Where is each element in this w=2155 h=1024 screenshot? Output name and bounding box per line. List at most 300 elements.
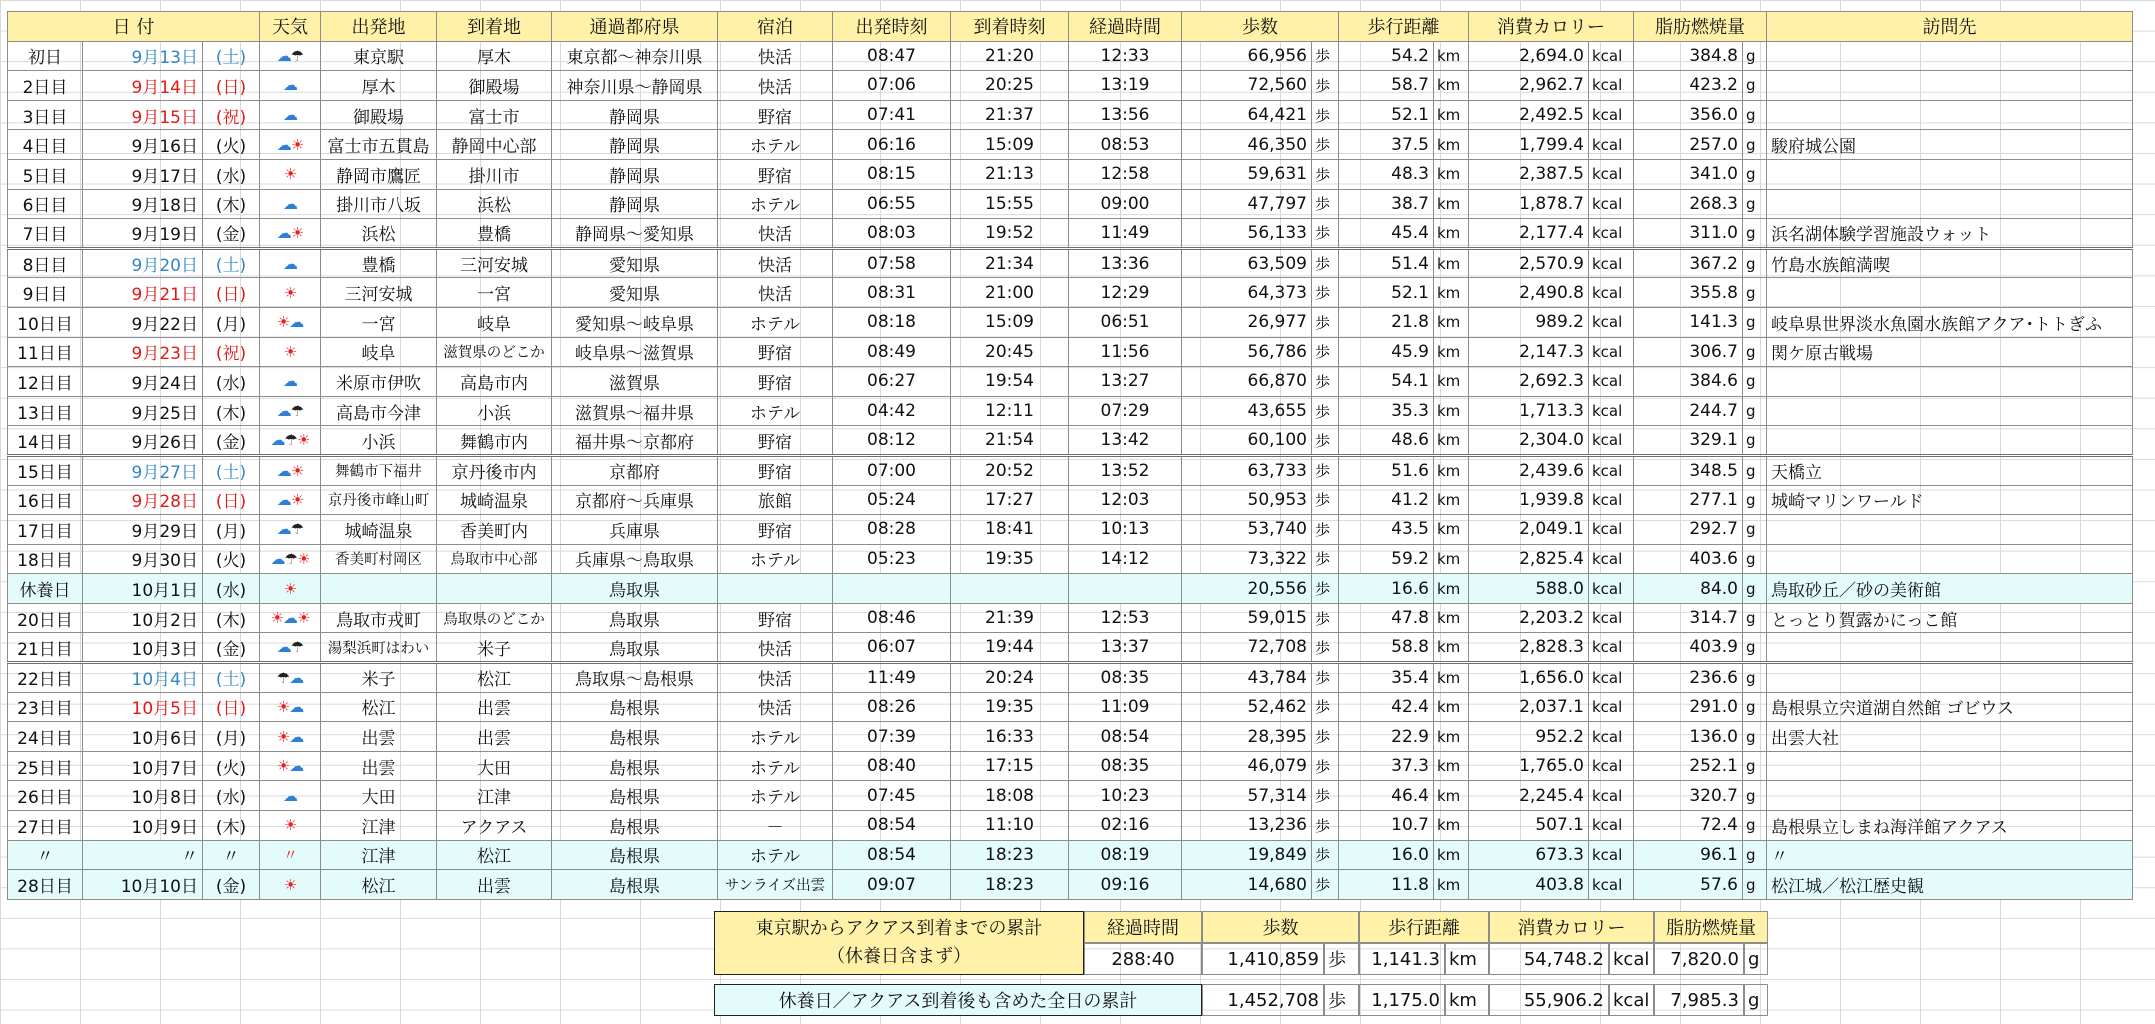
fat-cell[interactable]: 356.0 xyxy=(1634,100,1743,130)
arrival-cell[interactable]: 21:00 xyxy=(951,278,1069,308)
calories-unit[interactable]: kcal xyxy=(1589,248,1634,278)
prefecture-cell[interactable]: 東京都～神奈川県 xyxy=(552,41,718,71)
day-cell[interactable]: 28日目 xyxy=(8,870,83,900)
stay-cell[interactable]: ホテル xyxy=(718,396,833,426)
steps-unit[interactable]: 歩 xyxy=(1312,692,1339,722)
from-cell[interactable]: 三河安城 xyxy=(321,278,437,308)
date-cell[interactable]: 10月3日 xyxy=(83,633,203,663)
departure-cell[interactable]: 08:15 xyxy=(833,159,951,189)
fat-cell[interactable]: 268.3 xyxy=(1634,189,1743,219)
weather-cell[interactable] xyxy=(260,751,321,781)
from-cell[interactable]: 香美町村岡区 xyxy=(321,544,437,574)
departure-cell[interactable]: 08:40 xyxy=(833,751,951,781)
prefecture-cell[interactable]: 静岡県 xyxy=(552,159,718,189)
departure-cell[interactable]: 08:28 xyxy=(833,515,951,545)
distance-cell[interactable]: 35.3 xyxy=(1339,396,1434,426)
arrival-cell[interactable]: 20:45 xyxy=(951,337,1069,367)
visit-cell[interactable] xyxy=(1767,396,2133,426)
weekday-cell[interactable]: (祝) xyxy=(203,337,260,367)
day-cell[interactable]: 初日 xyxy=(8,41,83,71)
fat-unit[interactable]: g xyxy=(1743,722,1767,752)
distance-unit[interactable]: km xyxy=(1434,219,1469,249)
visit-cell[interactable] xyxy=(1767,751,2133,781)
total-steps[interactable]: 1,452,708 xyxy=(1202,984,1324,1016)
calories-unit[interactable]: kcal xyxy=(1589,71,1634,101)
weather-cell[interactable] xyxy=(260,248,321,278)
prefecture-cell[interactable]: 京都府 xyxy=(552,455,718,485)
header-calories[interactable]: 消費カロリー xyxy=(1469,12,1634,42)
distance-unit[interactable]: km xyxy=(1434,870,1469,900)
distance-cell[interactable]: 43.5 xyxy=(1339,515,1434,545)
header-departure[interactable]: 出発時刻 xyxy=(833,12,951,42)
weather-cell[interactable] xyxy=(260,574,321,604)
departure-cell[interactable] xyxy=(833,574,951,604)
steps-unit[interactable]: 歩 xyxy=(1312,71,1339,101)
calories-cell[interactable]: 507.1 xyxy=(1469,811,1589,841)
elapsed-cell[interactable]: 11:56 xyxy=(1069,337,1182,367)
distance-cell[interactable]: 22.9 xyxy=(1339,722,1434,752)
steps-cell[interactable]: 43,784 xyxy=(1182,663,1312,693)
visit-cell[interactable]: 〃 xyxy=(1767,840,2133,870)
prefecture-cell[interactable]: 鳥取県 xyxy=(552,633,718,663)
day-cell[interactable]: 〃 xyxy=(8,840,83,870)
steps-unit[interactable]: 歩 xyxy=(1312,544,1339,574)
elapsed-cell[interactable]: 12:33 xyxy=(1069,41,1182,71)
distance-cell[interactable]: 10.7 xyxy=(1339,811,1434,841)
prefecture-cell[interactable]: 鳥取県～島根県 xyxy=(552,663,718,693)
weekday-cell[interactable]: (土) xyxy=(203,663,260,693)
weekday-cell[interactable]: (木) xyxy=(203,189,260,219)
prefecture-cell[interactable]: 島根県 xyxy=(552,870,718,900)
calories-unit[interactable]: kcal xyxy=(1589,781,1634,811)
weather-cell[interactable] xyxy=(260,870,321,900)
elapsed-cell[interactable]: 13:56 xyxy=(1069,100,1182,130)
departure-cell[interactable]: 06:16 xyxy=(833,130,951,160)
visit-cell[interactable]: 駿府城公園 xyxy=(1767,130,2133,160)
fat-cell[interactable]: 291.0 xyxy=(1634,692,1743,722)
from-cell[interactable]: 出雲 xyxy=(321,751,437,781)
steps-cell[interactable]: 63,509 xyxy=(1182,248,1312,278)
weekday-cell[interactable]: (金) xyxy=(203,426,260,456)
calories-unit[interactable]: kcal xyxy=(1589,159,1634,189)
date-cell[interactable]: 10月7日 xyxy=(83,751,203,781)
from-cell[interactable]: 湯梨浜町はわい xyxy=(321,633,437,663)
to-cell[interactable]: 松江 xyxy=(437,663,552,693)
weather-cell[interactable] xyxy=(260,722,321,752)
arrival-cell[interactable]: 19:54 xyxy=(951,367,1069,397)
to-cell[interactable]: 鳥取県のどこか xyxy=(437,603,552,633)
weekday-cell[interactable]: (土) xyxy=(203,248,260,278)
calories-cell[interactable]: 2,037.1 xyxy=(1469,692,1589,722)
date-cell[interactable]: 9月13日 xyxy=(83,41,203,71)
calories-unit[interactable]: kcal xyxy=(1589,219,1634,249)
distance-unit[interactable]: km xyxy=(1434,515,1469,545)
calories-cell[interactable]: 952.2 xyxy=(1469,722,1589,752)
stay-cell[interactable]: 野宿 xyxy=(718,515,833,545)
departure-cell[interactable]: 08:47 xyxy=(833,41,951,71)
distance-unit[interactable]: km xyxy=(1434,189,1469,219)
steps-cell[interactable]: 52,462 xyxy=(1182,692,1312,722)
calories-cell[interactable]: 403.8 xyxy=(1469,870,1589,900)
date-cell[interactable]: 9月28日 xyxy=(83,485,203,515)
date-cell[interactable]: 9月16日 xyxy=(83,130,203,160)
weather-cell[interactable] xyxy=(260,71,321,101)
arrival-cell[interactable]: 21:37 xyxy=(951,100,1069,130)
fat-cell[interactable]: 306.7 xyxy=(1634,337,1743,367)
steps-cell[interactable]: 72,708 xyxy=(1182,633,1312,663)
arrival-cell[interactable]: 19:35 xyxy=(951,544,1069,574)
steps-unit[interactable]: 歩 xyxy=(1312,426,1339,456)
fat-cell[interactable]: 96.1 xyxy=(1634,840,1743,870)
date-cell[interactable]: 9月15日 xyxy=(83,100,203,130)
departure-cell[interactable]: 05:23 xyxy=(833,544,951,574)
arrival-cell[interactable]: 19:52 xyxy=(951,219,1069,249)
fat-unit[interactable]: g xyxy=(1743,692,1767,722)
distance-unit[interactable]: km xyxy=(1434,633,1469,663)
date-cell[interactable]: 10月9日 xyxy=(83,811,203,841)
summary-header-distance[interactable]: 歩行距離 xyxy=(1359,911,1489,943)
date-cell[interactable]: 10月10日 xyxy=(83,870,203,900)
fat-unit[interactable]: g xyxy=(1743,574,1767,604)
steps-unit[interactable]: 歩 xyxy=(1312,159,1339,189)
distance-unit[interactable]: km xyxy=(1434,663,1469,693)
departure-cell[interactable]: 09:07 xyxy=(833,870,951,900)
from-cell[interactable]: 出雲 xyxy=(321,722,437,752)
weekday-cell[interactable]: (火) xyxy=(203,130,260,160)
prefecture-cell[interactable]: 静岡県 xyxy=(552,130,718,160)
steps-unit[interactable]: 歩 xyxy=(1312,278,1339,308)
elapsed-cell[interactable]: 14:12 xyxy=(1069,544,1182,574)
calories-cell[interactable]: 588.0 xyxy=(1469,574,1589,604)
elapsed-cell[interactable]: 13:36 xyxy=(1069,248,1182,278)
steps-cell[interactable]: 66,870 xyxy=(1182,367,1312,397)
header-steps[interactable]: 歩数 xyxy=(1182,12,1339,42)
date-cell[interactable]: 9月25日 xyxy=(83,396,203,426)
prefecture-cell[interactable]: 静岡県～愛知県 xyxy=(552,219,718,249)
from-cell[interactable]: 江津 xyxy=(321,840,437,870)
from-cell[interactable]: 高島市今津 xyxy=(321,396,437,426)
day-cell[interactable]: 18日目 xyxy=(8,544,83,574)
elapsed-cell[interactable]: 08:35 xyxy=(1069,663,1182,693)
to-cell[interactable]: 豊橋 xyxy=(437,219,552,249)
steps-cell[interactable]: 20,556 xyxy=(1182,574,1312,604)
visit-cell[interactable]: 竹島水族館満喫 xyxy=(1767,248,2133,278)
steps-unit[interactable]: 歩 xyxy=(1312,307,1339,337)
calories-unit[interactable]: kcal xyxy=(1589,307,1634,337)
distance-cell[interactable]: 37.5 xyxy=(1339,130,1434,160)
weekday-cell[interactable]: (金) xyxy=(203,219,260,249)
header-date[interactable]: 日 付 xyxy=(8,12,260,42)
visit-cell[interactable] xyxy=(1767,544,2133,574)
fat-cell[interactable]: 244.7 xyxy=(1634,396,1743,426)
arrival-cell[interactable]: 12:11 xyxy=(951,396,1069,426)
arrival-cell[interactable] xyxy=(951,574,1069,604)
date-cell[interactable]: 9月24日 xyxy=(83,367,203,397)
prefecture-cell[interactable]: 滋賀県 xyxy=(552,367,718,397)
fat-unit[interactable]: g xyxy=(1743,515,1767,545)
header-from[interactable]: 出発地 xyxy=(321,12,437,42)
from-cell[interactable]: 城崎温泉 xyxy=(321,515,437,545)
fat-cell[interactable]: 384.6 xyxy=(1634,367,1743,397)
fat-cell[interactable]: 384.8 xyxy=(1634,41,1743,71)
calories-unit[interactable]: kcal xyxy=(1589,130,1634,160)
steps-unit[interactable]: 歩 xyxy=(1312,248,1339,278)
steps-unit[interactable]: 歩 xyxy=(1312,130,1339,160)
fat-cell[interactable]: 277.1 xyxy=(1634,485,1743,515)
departure-cell[interactable]: 07:00 xyxy=(833,455,951,485)
day-cell[interactable]: 22日目 xyxy=(8,663,83,693)
weather-cell[interactable] xyxy=(260,692,321,722)
to-cell[interactable]: 出雲 xyxy=(437,692,552,722)
weather-cell[interactable] xyxy=(260,159,321,189)
day-cell[interactable]: 17日目 xyxy=(8,515,83,545)
day-cell[interactable]: 27日目 xyxy=(8,811,83,841)
fat-cell[interactable]: 403.9 xyxy=(1634,633,1743,663)
date-cell[interactable]: 10月8日 xyxy=(83,781,203,811)
visit-cell[interactable] xyxy=(1767,515,2133,545)
calories-unit[interactable]: kcal xyxy=(1589,515,1634,545)
arrival-cell[interactable]: 15:55 xyxy=(951,189,1069,219)
stay-cell[interactable]: ホテル xyxy=(718,751,833,781)
day-cell[interactable]: 15日目 xyxy=(8,455,83,485)
distance-unit[interactable]: km xyxy=(1434,811,1469,841)
prefecture-cell[interactable]: 島根県 xyxy=(552,751,718,781)
day-cell[interactable]: 3日目 xyxy=(8,100,83,130)
weather-cell[interactable] xyxy=(260,544,321,574)
fat-unit[interactable]: g xyxy=(1743,870,1767,900)
from-cell[interactable]: 松江 xyxy=(321,692,437,722)
arrival-cell[interactable]: 21:54 xyxy=(951,426,1069,456)
visit-cell[interactable] xyxy=(1767,100,2133,130)
to-cell[interactable]: 出雲 xyxy=(437,870,552,900)
stay-cell[interactable]: 野宿 xyxy=(718,159,833,189)
day-cell[interactable]: 6日目 xyxy=(8,189,83,219)
distance-cell[interactable]: 51.6 xyxy=(1339,455,1434,485)
distance-unit[interactable]: km xyxy=(1434,248,1469,278)
fat-unit[interactable]: g xyxy=(1743,811,1767,841)
steps-unit[interactable]: 歩 xyxy=(1312,663,1339,693)
prefecture-cell[interactable]: 静岡県 xyxy=(552,189,718,219)
steps-cell[interactable]: 47,797 xyxy=(1182,189,1312,219)
to-cell[interactable]: 香美町内 xyxy=(437,515,552,545)
weather-cell[interactable] xyxy=(260,455,321,485)
visit-cell[interactable] xyxy=(1767,426,2133,456)
calories-unit[interactable]: kcal xyxy=(1589,751,1634,781)
arrival-cell[interactable]: 19:44 xyxy=(951,633,1069,663)
prefecture-cell[interactable]: 鳥取県 xyxy=(552,603,718,633)
steps-cell[interactable]: 59,631 xyxy=(1182,159,1312,189)
prefecture-cell[interactable]: 島根県 xyxy=(552,811,718,841)
distance-cell[interactable]: 45.9 xyxy=(1339,337,1434,367)
departure-cell[interactable]: 06:07 xyxy=(833,633,951,663)
fat-unit[interactable]: g xyxy=(1743,840,1767,870)
prefecture-cell[interactable]: 愛知県 xyxy=(552,248,718,278)
fat-cell[interactable]: 236.6 xyxy=(1634,663,1743,693)
calories-cell[interactable]: 2,147.3 xyxy=(1469,337,1589,367)
visit-cell[interactable]: 島根県立宍道湖自然館 ゴビウス xyxy=(1767,692,2133,722)
stay-cell[interactable]: ホテル xyxy=(718,781,833,811)
calories-unit[interactable]: kcal xyxy=(1589,426,1634,456)
distance-unit[interactable]: km xyxy=(1434,396,1469,426)
visit-cell[interactable]: 岐阜県世界淡水魚園水族館アクア･トトぎふ xyxy=(1767,307,2133,337)
steps-cell[interactable]: 72,560 xyxy=(1182,71,1312,101)
visit-cell[interactable]: とっとり賀露かにっこ館 xyxy=(1767,603,2133,633)
arrival-cell[interactable]: 20:25 xyxy=(951,71,1069,101)
prefecture-cell[interactable]: 鳥取県 xyxy=(552,574,718,604)
distance-cell[interactable]: 54.1 xyxy=(1339,367,1434,397)
calories-unit[interactable]: kcal xyxy=(1589,189,1634,219)
from-cell[interactable]: 豊橋 xyxy=(321,248,437,278)
weather-cell[interactable] xyxy=(260,663,321,693)
steps-cell[interactable]: 60,100 xyxy=(1182,426,1312,456)
steps-unit[interactable]: 歩 xyxy=(1312,189,1339,219)
to-cell[interactable]: 静岡中心部 xyxy=(437,130,552,160)
fat-cell[interactable]: 314.7 xyxy=(1634,603,1743,633)
distance-cell[interactable]: 46.4 xyxy=(1339,781,1434,811)
stay-cell[interactable]: サンライズ出雲 xyxy=(718,870,833,900)
weekday-cell[interactable]: (祝) xyxy=(203,100,260,130)
date-cell[interactable]: 10月4日 xyxy=(83,663,203,693)
stay-cell[interactable]: 旅館 xyxy=(718,485,833,515)
prefecture-cell[interactable]: 愛知県～岐阜県 xyxy=(552,307,718,337)
day-cell[interactable]: 16日目 xyxy=(8,485,83,515)
distance-unit[interactable]: km xyxy=(1434,367,1469,397)
departure-cell[interactable]: 06:55 xyxy=(833,189,951,219)
distance-cell[interactable]: 16.6 xyxy=(1339,574,1434,604)
calories-unit[interactable]: kcal xyxy=(1589,396,1634,426)
distance-unit[interactable]: km xyxy=(1434,426,1469,456)
weekday-cell[interactable]: (水) xyxy=(203,781,260,811)
arrival-cell[interactable]: 21:13 xyxy=(951,159,1069,189)
steps-cell[interactable]: 56,133 xyxy=(1182,219,1312,249)
steps-unit[interactable]: 歩 xyxy=(1312,485,1339,515)
fat-unit[interactable]: g xyxy=(1743,307,1767,337)
elapsed-cell[interactable]: 13:37 xyxy=(1069,633,1182,663)
calories-unit[interactable]: kcal xyxy=(1589,840,1634,870)
steps-unit[interactable]: 歩 xyxy=(1312,751,1339,781)
calories-cell[interactable]: 2,490.8 xyxy=(1469,278,1589,308)
to-cell[interactable]: 松江 xyxy=(437,840,552,870)
header-prefecture[interactable]: 通過都府県 xyxy=(552,12,718,42)
departure-cell[interactable]: 08:49 xyxy=(833,337,951,367)
distance-cell[interactable]: 41.2 xyxy=(1339,485,1434,515)
distance-cell[interactable]: 58.8 xyxy=(1339,633,1434,663)
from-cell[interactable]: 掛川市八坂 xyxy=(321,189,437,219)
elapsed-cell[interactable]: 09:00 xyxy=(1069,189,1182,219)
departure-cell[interactable]: 06:27 xyxy=(833,367,951,397)
header-elapsed[interactable]: 経過時間 xyxy=(1069,12,1182,42)
to-cell[interactable]: 出雲 xyxy=(437,722,552,752)
calories-unit[interactable]: kcal xyxy=(1589,692,1634,722)
departure-cell[interactable]: 08:31 xyxy=(833,278,951,308)
stay-cell[interactable]: ホテル xyxy=(718,130,833,160)
day-cell[interactable]: 9日目 xyxy=(8,278,83,308)
stay-cell[interactable]: 野宿 xyxy=(718,100,833,130)
visit-cell[interactable]: 鳥取砂丘／砂の美術館 xyxy=(1767,574,2133,604)
steps-unit[interactable]: 歩 xyxy=(1312,100,1339,130)
weather-cell[interactable] xyxy=(260,840,321,870)
to-cell[interactable]: 浜松 xyxy=(437,189,552,219)
calories-cell[interactable]: 2,387.5 xyxy=(1469,159,1589,189)
from-cell[interactable]: 一宮 xyxy=(321,307,437,337)
summary-calories[interactable]: 54,748.2 xyxy=(1489,943,1609,975)
distance-unit[interactable]: km xyxy=(1434,41,1469,71)
prefecture-cell[interactable]: 静岡県 xyxy=(552,100,718,130)
summary-header-steps[interactable]: 歩数 xyxy=(1202,911,1359,943)
fat-unit[interactable]: g xyxy=(1743,159,1767,189)
day-cell[interactable]: 25日目 xyxy=(8,751,83,781)
summary-steps[interactable]: 1,410,859 xyxy=(1202,943,1324,975)
day-cell[interactable]: 26日目 xyxy=(8,781,83,811)
calories-unit[interactable]: kcal xyxy=(1589,41,1634,71)
prefecture-cell[interactable]: 愛知県 xyxy=(552,278,718,308)
distance-unit[interactable]: km xyxy=(1434,603,1469,633)
weather-cell[interactable] xyxy=(260,633,321,663)
steps-unit[interactable]: 歩 xyxy=(1312,455,1339,485)
header-fat[interactable]: 脂肪燃焼量 xyxy=(1634,12,1767,42)
visit-cell[interactable] xyxy=(1767,367,2133,397)
from-cell[interactable]: 御殿場 xyxy=(321,100,437,130)
weather-cell[interactable] xyxy=(260,396,321,426)
weekday-cell[interactable]: (水) xyxy=(203,574,260,604)
day-cell[interactable]: 5日目 xyxy=(8,159,83,189)
visit-cell[interactable] xyxy=(1767,41,2133,71)
stay-cell[interactable]: 快活 xyxy=(718,692,833,722)
arrival-cell[interactable]: 11:10 xyxy=(951,811,1069,841)
elapsed-cell[interactable]: 13:52 xyxy=(1069,455,1182,485)
distance-cell[interactable]: 11.8 xyxy=(1339,870,1434,900)
to-cell[interactable]: 御殿場 xyxy=(437,71,552,101)
summary-header-elapsed[interactable]: 経過時間 xyxy=(1084,911,1202,943)
stay-cell[interactable]: － xyxy=(718,811,833,841)
to-cell[interactable]: 一宮 xyxy=(437,278,552,308)
calories-unit[interactable]: kcal xyxy=(1589,603,1634,633)
prefecture-cell[interactable]: 岐阜県～滋賀県 xyxy=(552,337,718,367)
from-cell[interactable]: 京丹後市峰山町 xyxy=(321,485,437,515)
from-cell[interactable]: 厚木 xyxy=(321,71,437,101)
elapsed-cell[interactable]: 09:16 xyxy=(1069,870,1182,900)
prefecture-cell[interactable]: 島根県 xyxy=(552,840,718,870)
from-cell[interactable]: 鳥取市戎町 xyxy=(321,603,437,633)
distance-cell[interactable]: 52.1 xyxy=(1339,278,1434,308)
steps-unit[interactable]: 歩 xyxy=(1312,722,1339,752)
steps-unit[interactable]: 歩 xyxy=(1312,633,1339,663)
date-cell[interactable]: 9月19日 xyxy=(83,219,203,249)
distance-unit[interactable]: km xyxy=(1434,722,1469,752)
header-arrival[interactable]: 到着時刻 xyxy=(951,12,1069,42)
stay-cell[interactable]: ホテル xyxy=(718,840,833,870)
visit-cell[interactable] xyxy=(1767,278,2133,308)
stay-cell[interactable]: 快活 xyxy=(718,633,833,663)
prefecture-cell[interactable]: 滋賀県～福井県 xyxy=(552,396,718,426)
elapsed-cell[interactable]: 12:58 xyxy=(1069,159,1182,189)
elapsed-cell[interactable]: 11:09 xyxy=(1069,692,1182,722)
arrival-cell[interactable]: 19:35 xyxy=(951,692,1069,722)
calories-cell[interactable]: 2,570.9 xyxy=(1469,248,1589,278)
fat-unit[interactable]: g xyxy=(1743,485,1767,515)
calories-unit[interactable]: kcal xyxy=(1589,544,1634,574)
stay-cell[interactable]: 野宿 xyxy=(718,603,833,633)
calories-cell[interactable]: 2,828.3 xyxy=(1469,633,1589,663)
departure-cell[interactable]: 08:26 xyxy=(833,692,951,722)
distance-unit[interactable]: km xyxy=(1434,130,1469,160)
weather-cell[interactable] xyxy=(260,781,321,811)
fat-unit[interactable]: g xyxy=(1743,71,1767,101)
prefecture-cell[interactable]: 島根県 xyxy=(552,692,718,722)
calories-cell[interactable]: 1,656.0 xyxy=(1469,663,1589,693)
arrival-cell[interactable]: 20:52 xyxy=(951,455,1069,485)
date-cell[interactable]: 9月22日 xyxy=(83,307,203,337)
